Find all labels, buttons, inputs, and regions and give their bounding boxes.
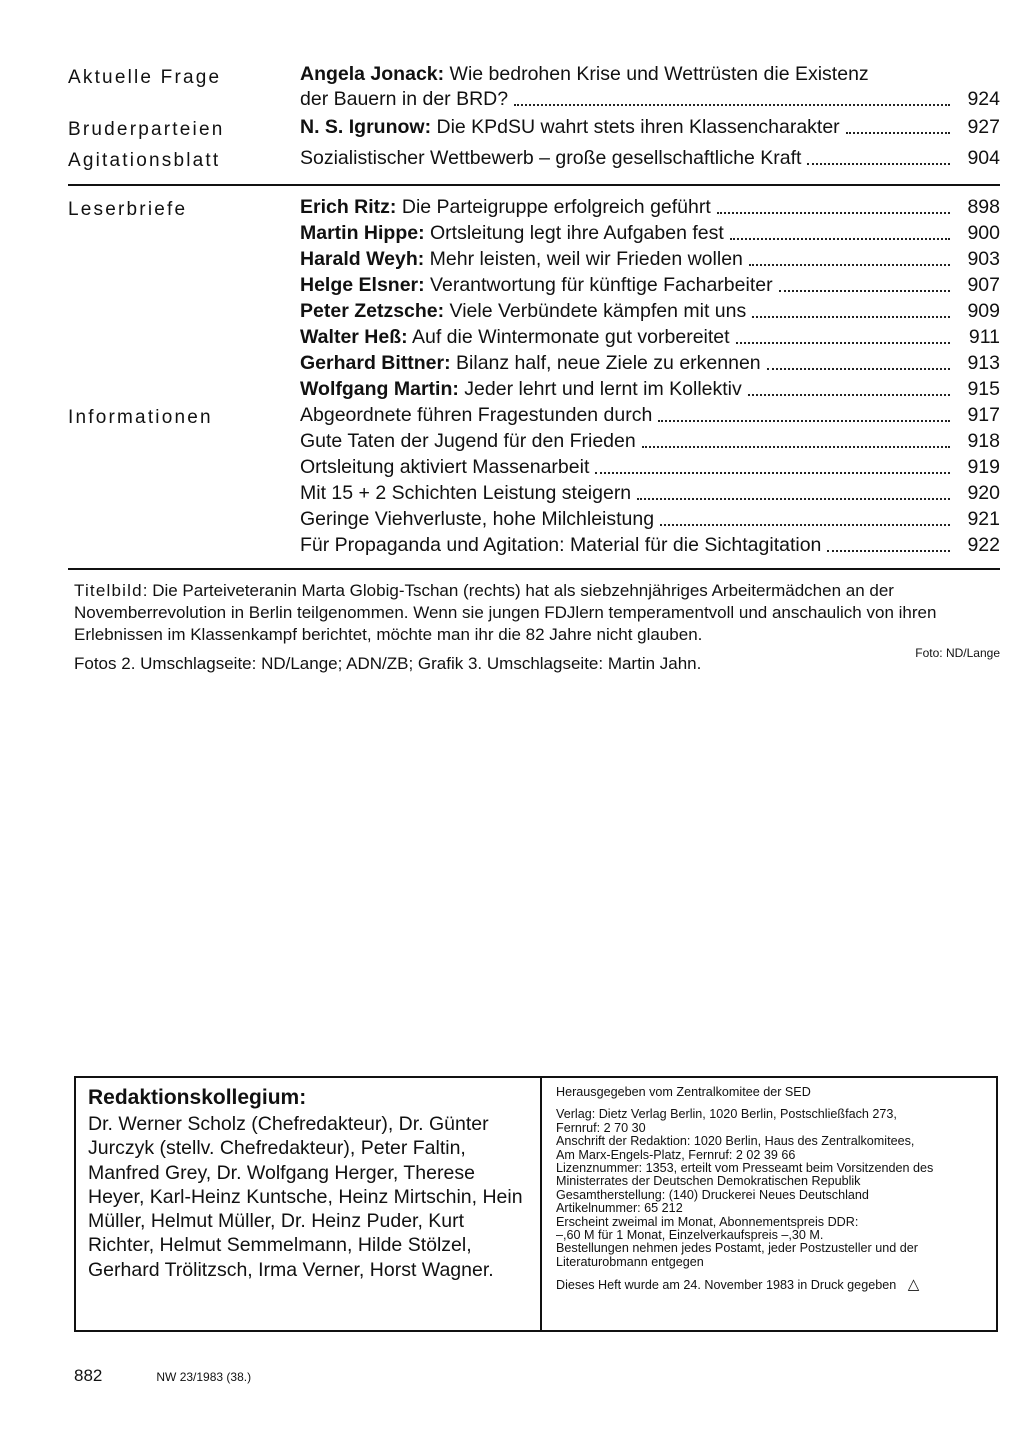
- publisher-line: Ministerrates der Deutschen Demokratischen Republik: [556, 1174, 861, 1189]
- toc-entry[interactable]: [300, 114, 1000, 140]
- entry-page: 903: [967, 248, 1000, 270]
- entry-page: 904: [967, 147, 1000, 169]
- editorial-board: [76, 1078, 542, 1330]
- toc-entry[interactable]: [300, 506, 1000, 532]
- toc-entry[interactable]: [300, 324, 1000, 350]
- entry-page: 913: [967, 352, 1000, 374]
- entry-title-line1: Wie bedrohen Krise und Wettrüsten die Existenz: [444, 63, 869, 85]
- entry-title: Jeder lehrt und lernt im Kollektiv: [458, 378, 742, 400]
- section-label: Agitationsblatt: [68, 150, 221, 171]
- publisher-line: Erscheint zweimal im Monat, Abonnementspreis DDR:: [556, 1214, 859, 1229]
- entry-title: Mit 15 + 2 Schichten Leistung steigern: [300, 482, 632, 504]
- publisher-line: Verlag: Dietz Verlag Berlin, 1020 Berlin, Postschließfach 273,: [556, 1107, 897, 1122]
- leader-dots: [846, 132, 950, 134]
- entry-page: 917: [967, 404, 1000, 426]
- toc-section-bruderparteien: [68, 114, 1000, 143]
- toc-entry[interactable]: [300, 480, 1000, 506]
- entry-author: Gerhard Bittner:: [300, 352, 451, 374]
- entry-title: Die KPdSU wahrt stets ihren Klassencharakter: [431, 116, 840, 138]
- table-of-contents: [68, 62, 1000, 570]
- leader-dots: [827, 550, 950, 552]
- photo-credit: Foto: ND/Lange: [915, 646, 1000, 660]
- leader-dots: [736, 342, 950, 344]
- entry-page: 924: [967, 88, 1000, 110]
- entry-title: Ortsleitung aktiviert Massenarbeit: [300, 456, 590, 478]
- leader-dots: [637, 498, 950, 500]
- publisher-line: Bestellungen nehmen jedes Postamt, jeder Postzusteller und der: [556, 1241, 918, 1256]
- toc-entry[interactable]: [300, 194, 1000, 220]
- toc-entry[interactable]: [300, 62, 1000, 112]
- toc-entry[interactable]: [300, 532, 1000, 558]
- toc-entry[interactable]: [300, 428, 1000, 454]
- entry-page: 900: [967, 222, 1000, 244]
- toc-entry[interactable]: [300, 145, 1000, 171]
- leader-dots: [748, 394, 950, 396]
- leader-dots: [767, 368, 950, 370]
- publisher-line: –,60 M für 1 Monat, Einzelverkaufspreis –,30 M.: [556, 1228, 824, 1243]
- page-footer: [74, 1366, 251, 1386]
- entry-author: Walter Heß:: [300, 326, 408, 348]
- entry-page: 898: [967, 196, 1000, 218]
- print-date-line: [556, 1278, 986, 1292]
- leader-dots: [642, 446, 950, 448]
- print-date: Dieses Heft wurde am 24. November 1983 in Druck gegeben: [556, 1278, 897, 1293]
- entry-title: Abgeordnete führen Fragestunden durch: [300, 404, 653, 426]
- editorial-board-heading: Redaktionskollegium:: [88, 1086, 307, 1109]
- publisher-line: Literaturobmann entgegen: [556, 1254, 704, 1269]
- entry-page: 909: [967, 300, 1000, 322]
- toc-entry[interactable]: [300, 246, 1000, 272]
- leader-dots: [514, 104, 950, 106]
- leader-dots: [660, 524, 950, 526]
- publisher-line: Herausgegeben vom Zentralkomitee der SED: [556, 1085, 811, 1099]
- page-number: 882: [74, 1366, 103, 1385]
- leader-dots: [717, 212, 950, 214]
- entry-title: Sozialistischer Wettbewerb – große gesellschaftliche Kraft: [300, 147, 802, 169]
- entry-title: Bilanz half, neue Ziele zu erkennen: [450, 352, 761, 374]
- toc-entry[interactable]: [300, 272, 1000, 298]
- toc-entry[interactable]: [300, 298, 1000, 324]
- entry-author: Angela Jonack:: [300, 63, 445, 85]
- cover-caption: [74, 580, 1000, 660]
- entry-author: Peter Zetzsche:: [300, 300, 445, 322]
- entry-title: Die Parteigruppe erfolgreich geführt: [396, 196, 711, 218]
- imprint-box: [74, 1076, 998, 1332]
- entry-title: Geringe Viehverluste, hohe Milchleistung: [300, 508, 655, 530]
- issue-info: NW 23/1983 (38.): [156, 1370, 252, 1384]
- entry-title: Viele Verbündete kämpfen mit uns: [444, 300, 747, 322]
- publisher-line: Am Marx-Engels-Platz, Fernruf: 2 02 39 66: [556, 1147, 796, 1162]
- entry-title: Gute Taten der Jugend für den Frieden: [300, 430, 636, 452]
- leader-dots: [730, 238, 950, 240]
- section-label: Bruderparteien: [68, 119, 225, 140]
- entry-title: Für Propaganda und Agitation: Material für die Sichtagitation: [300, 534, 822, 556]
- toc-entry[interactable]: [300, 220, 1000, 246]
- entry-title: Mehr leisten, weil wir Frieden wollen: [424, 248, 743, 270]
- editorial-board-members: Dr. Werner Scholz (Chefredakteur), Dr. Günter Jurczyk (stellv. Chefredakteur), Peter Faltin, Manfred Grey, Dr. Wolfgang Herger, Therese Heyer, Karl-Heinz Kuntsche, Heinz Mirtschin, Hein Müller, Helmut Müller, Dr. Heinz Puder, Kurt Richter, Helmut Semmelmann, Hilde Stölzel, Gerhard Trölitzsch, Irma Verner, Horst Wagner.: [88, 1113, 523, 1281]
- entry-page: 918: [967, 430, 1000, 452]
- triangle-icon: △: [907, 1276, 920, 1294]
- entry-page: 927: [967, 116, 1000, 138]
- entry-page: 921: [967, 508, 1000, 530]
- section-label: Aktuelle Frage: [68, 67, 222, 88]
- toc-entry[interactable]: [300, 376, 1000, 402]
- leader-dots: [749, 264, 950, 266]
- entry-author: Martin Hippe:: [300, 222, 425, 244]
- leader-dots: [807, 163, 950, 165]
- entry-page: 915: [967, 378, 1000, 400]
- toc-entry[interactable]: [300, 350, 1000, 376]
- toc-entry[interactable]: [300, 402, 1000, 428]
- toc-section-informationen: [68, 402, 1000, 558]
- entry-author: Wolfgang Martin:: [300, 378, 459, 400]
- entry-page: 911: [968, 326, 1000, 348]
- entry-title: Ortsleitung legt ihre Aufgaben fest: [424, 222, 724, 244]
- entry-title-line2: der Bauern in der BRD?: [300, 88, 509, 110]
- caption-label: Titelbild: [74, 581, 143, 600]
- entry-author: Helge Elsner:: [300, 274, 425, 296]
- toc-entry[interactable]: [300, 454, 1000, 480]
- leader-dots: [595, 472, 950, 474]
- entry-author: Harald Weyh:: [300, 248, 425, 270]
- entry-page: 920: [967, 482, 1000, 504]
- toc-section-agitationsblatt: [68, 145, 1000, 174]
- leader-dots: [752, 316, 950, 318]
- publisher-line: Gesamtherstellung: (140) Druckerei Neues Deutschland: [556, 1187, 869, 1202]
- toc-section-aktuelle-frage: [68, 62, 1000, 112]
- publisher-line: Lizenznummer: 1353, erteilt vom Presseamt beim Vorsitzenden des: [556, 1161, 934, 1176]
- publisher-line: Anschrift der Redaktion: 1020 Berlin, Haus des Zentralkomitees,: [556, 1134, 915, 1149]
- entry-page: 922: [967, 534, 1000, 556]
- publisher-line: Artikelnummer: 65 212: [556, 1201, 683, 1216]
- toc-section-leserbriefe: [68, 184, 1000, 402]
- leader-dots: [779, 290, 950, 292]
- entry-page: 907: [967, 274, 1000, 296]
- publisher-info: [542, 1078, 996, 1330]
- entry-title: Verantwortung für künftige Facharbeiter: [424, 274, 773, 296]
- image-credits: Fotos 2. Umschlagseite: ND/Lange; ADN/ZB; Grafik 3. Umschlagseite: Martin Jahn.: [74, 654, 702, 673]
- entry-page: 919: [967, 456, 1000, 478]
- entry-title: Auf die Wintermonate gut vorbereitet: [407, 326, 730, 348]
- entry-author: N. S. Igrunow:: [300, 116, 432, 138]
- leader-dots: [658, 420, 950, 422]
- publisher-line: Fernruf: 2 70 30: [556, 1120, 646, 1135]
- section-label: Informationen: [68, 407, 213, 428]
- divider: [68, 568, 1000, 570]
- entry-author: Erich Ritz:: [300, 196, 397, 218]
- section-label: Leserbriefe: [68, 199, 188, 220]
- caption-text: : Die Parteiveteranin Marta Globig-Tschan (rechts) hat als siebzehnjähriges Arbeitermädchen an der Novemberrevolution in Berlin teilgenommen. Wenn sie jungen FDJlern temperamentvoll und anschaulich von ihren Erlebnissen im Klassenkampf berichtet, möchte man ihr die 82 Jahre nicht glauben.: [74, 581, 937, 644]
